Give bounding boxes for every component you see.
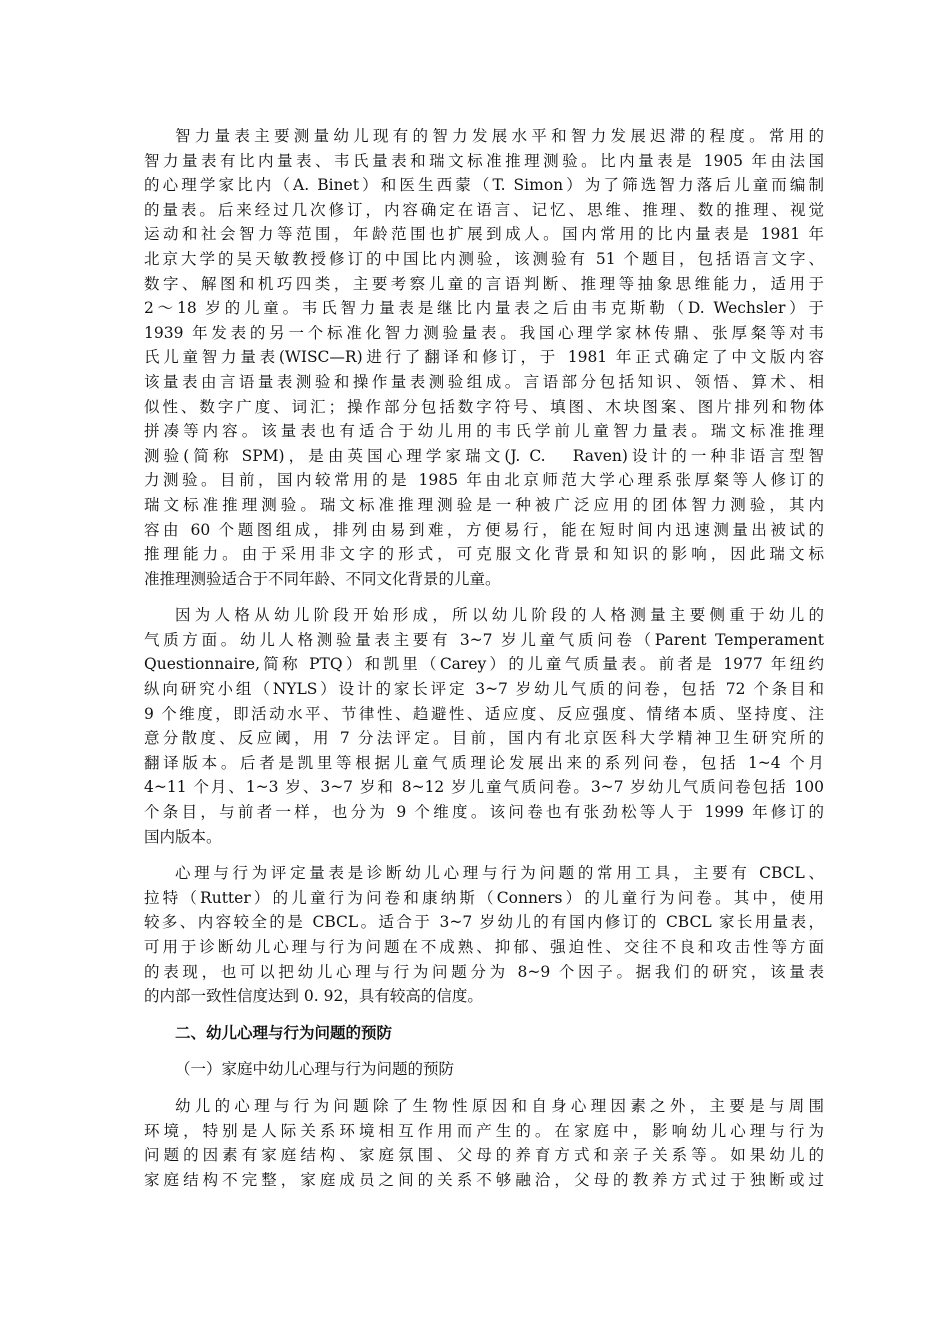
text-line: 北京大学的吴天敏教授修订的中国比内测验，该测验有 51 个题目，包括语言文字、	[144, 249, 824, 268]
text-line: 环境，特别是人际关系环境相互作用而产生的。在家庭中，影响幼儿心理与行为	[144, 1121, 824, 1140]
text-line: 氏儿童智力量表(WISC—R)进行了翻译和修订，于 1981 年正式确定了中文版内容	[144, 348, 824, 367]
text-line: 1939 年发表的另一个标准化智力测验量表。我国心理学家林传鼎、张厚粲等对韦	[144, 323, 824, 342]
text-line: 容由 60 个题图组成，排列由易到难，方便易行，能在短时间内迅速测量出被试的	[144, 520, 824, 539]
text-line: 拉特（Rutter）的儿童行为问卷和康纳斯（Conners）的儿童行为问卷。其中，使用	[144, 888, 824, 907]
text-line: 的量表。后来经过几次修订，内容确定在语言、记忆、思维、推理、数的推理、视觉	[144, 200, 824, 219]
text-line: 推理能力。由于采用非文字的形式，可克服文化背景和知识的影响，因此瑞文标	[144, 545, 824, 564]
text-line: 翻译版本。后者是凯里等根据儿童气质理论发展出来的系列问卷，包括 1~4 个月	[144, 753, 824, 772]
text-line: 家庭结构不完整，家庭成员之间的关系不够融洽，父母的教养方式过于独断或过	[144, 1170, 824, 1189]
paragraph-intelligence-scales	[144, 124, 824, 591]
paragraph-personality-measurement	[144, 603, 824, 849]
text-line: 智力量表有比内量表、韦氏量表和瑞文标准推理测验。比内量表是 1905 年由法国	[144, 151, 824, 170]
text-line: 气质方面。幼儿人格测验量表主要有 3~7 岁儿童气质问卷（Parent Temperament	[144, 630, 824, 649]
text-line: 力测验。目前，国内较常用的是 1985 年由北京师范大学心理系张厚粲等人修订的	[144, 471, 824, 490]
text-line: 的内部一致性信度达到 0. 92，具有较高的信度。	[144, 987, 483, 1006]
paragraph-behavior-rating-scales	[144, 861, 824, 1009]
text-line: 运动和社会智力等范围，年龄范围也扩展到成人。国内常用的比内量表是 1981 年	[144, 225, 824, 244]
text-line: 问题的因素有家庭结构、家庭氛围、父母的养育方式和亲子关系等。如果幼儿的	[144, 1146, 824, 1165]
text-line: 2～18 岁的儿童。韦氏智力量表是继比内量表之后由韦克斯勒（D. Wechsler）于	[144, 299, 824, 318]
text-line: 拼凑等内容。该量表也有适合于幼儿用的韦氏学前儿童智力量表。瑞文标准推理	[144, 422, 824, 441]
paragraph-family-prevention	[144, 1094, 824, 1192]
text-line: 智力量表主要测量幼儿现有的智力发展水平和智力发展迟滞的程度。常用的	[175, 127, 824, 145]
text-line: 心理与行为评定量表是诊断幼儿心理与行为问题的常用工具，主要有 CBCL、	[175, 864, 824, 883]
text-line: 的表现，也可以把幼儿心理与行为问题分为 8~9 个因子。据我们的研究，该量表	[144, 962, 824, 981]
text-line: 测验(简称 SPM)，是由英国心理学家瑞文(J. C. Raven)设计的一种非语言型智	[144, 446, 824, 465]
text-line: 数字、解图和机巧四类，主要考察儿童的言语判断、推理等抽象思维能力，适用于	[144, 274, 824, 293]
text-line: 纵向研究小组（NYLS）设计的家长评定 3~7 岁幼儿气质的问卷，包括 72 个条目和	[144, 680, 824, 699]
text-line: 意分散度、反应阈，用 7 分法评定。目前，国内有北京医科大学精神卫生研究所的	[144, 729, 824, 748]
text-line: Questionnaire,简称 PTQ）和凯里（Carey）的儿童气质量表。前者是 1977 年纽约	[144, 655, 824, 674]
text-line: 瑞文标准推理测验。瑞文标准推理测验是一种被广泛应用的团体智力测验，其内	[144, 495, 824, 514]
subsection-heading: （一）家庭中幼儿心理与行为问题的预防	[175, 1060, 455, 1079]
text-line: 较多、内容较全的是 CBCL。适合于 3~7 岁幼儿的有国内修订的 CBCL 家长用量表，	[144, 913, 824, 932]
text-line: 4~11 个月、1~3 岁、3~7 岁和 8~12 岁儿童气质问卷。3~7 岁幼儿气质问卷包括 100	[144, 778, 824, 797]
text-line: 可用于诊断幼儿心理与行为问题在不成熟、抑郁、强迫性、交往不良和攻击性等方面	[144, 938, 824, 956]
text-line: 准推理测验适合于不同年龄、不同文化背景的儿童。	[144, 569, 501, 588]
document-body	[144, 124, 824, 1192]
text-line: 个条目，与前者一样，也分为 9 个维度。该问卷也有张劲松等人于 1999 年修订的	[144, 803, 824, 822]
text-line: 该量表由言语量表测验和操作量表测验组成。言语部分包括知识、领悟、算术、相	[144, 372, 824, 391]
text-line: 的心理学家比内（A. Binet）和医生西蒙（T. Simon）为了筛选智力落后儿童而编制	[144, 176, 824, 195]
text-line: 9 个维度，即活动水平、节律性、趋避性、适应度、反应强度、情绪本质、坚持度、注	[144, 704, 824, 723]
text-line: 因为人格从幼儿阶段开始形成，所以幼儿阶段的人格测量主要侧重于幼儿的	[175, 606, 824, 625]
text-line: 似性、数字广度、词汇；操作部分包括数字符号、填图、木块图案、图片排列和物体	[144, 397, 824, 416]
section-heading: 二、幼儿心理与行为问题的预防	[175, 1023, 393, 1042]
text-line: 幼儿的心理与行为问题除了生物性原因和自身心理因素之外，主要是与周围	[175, 1096, 824, 1115]
text-line: 国内版本。	[144, 827, 222, 846]
